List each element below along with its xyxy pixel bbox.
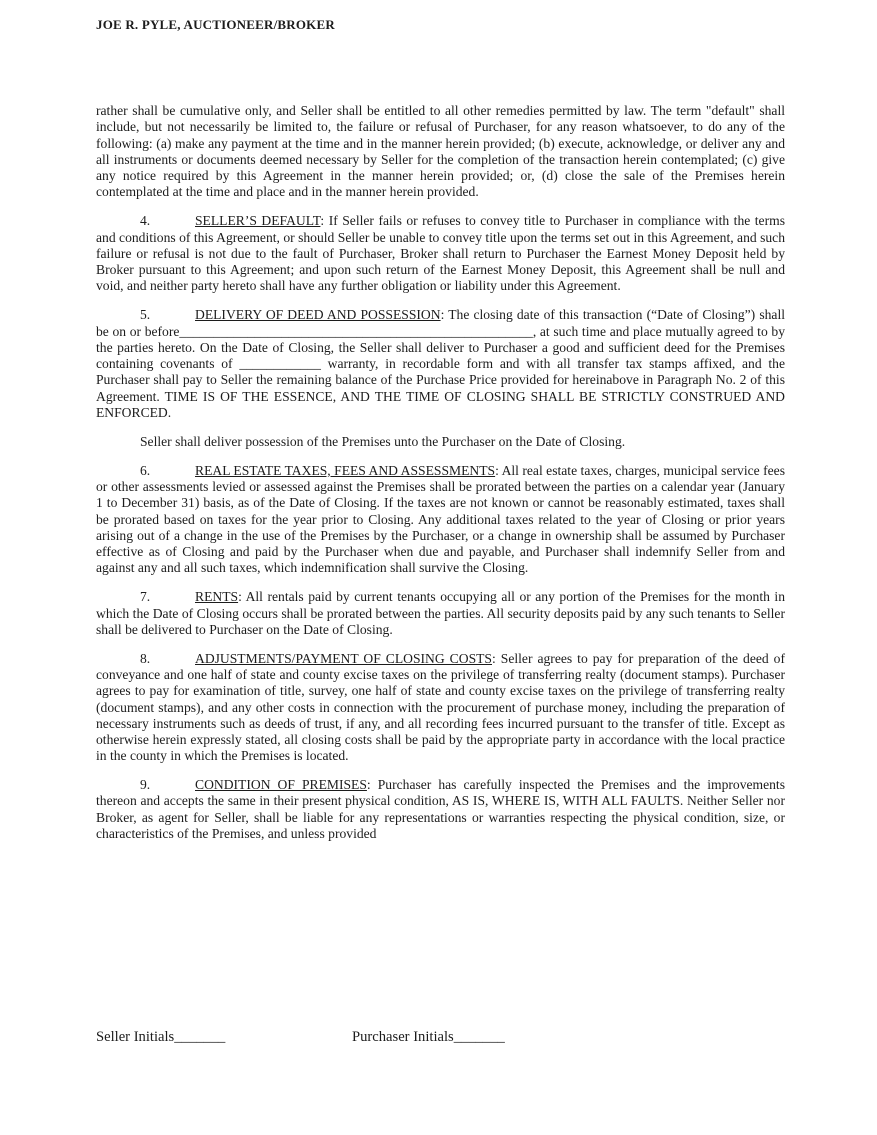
paragraph-number: 4. [140,213,151,229]
paragraph-heading: RENTS [195,589,239,605]
paragraph-body: : Purchaser has carefully inspected the Premises and the improvements thereon and accepts the same in their present physical condition, AS IS, WHERE IS, WITH ALL FAULTS. Neither Seller nor Broker, as agent for Seller, shall be liable for any representations or warranties respecting the physical condition, size, or characteristics of the Premises, and unless provided [96,777,786,842]
paragraph-9-condition-of-premises [96,777,785,842]
paragraph-number: 6. [140,462,151,478]
purchaser-initials [352,1029,505,1046]
seller-initials-blank: _______ [174,1029,226,1045]
paragraph-body: : The closing date of this transaction (“Date of Closing”) shall be on or before____________________________________________________, at such time and place mutually agreed to by the parties hereto. On the Date of Closing, the Seller shall deliver to Purchaser a good and sufficient deed for the Premises containing covenants of ____________ warranty, in recordable form and with all transfer tax stamps affixed, and the Purchaser shall pay to Seller the remaining balance of the Purchase Price provided for hereinabove in Paragraph No. 2 of this Agreement. TIME IS OF THE ESSENCE, AND THE TIME OF CLOSING SHALL BE STRICTLY CONSTRUED AND ENFORCED. [96,307,785,421]
paragraph-body: : If Seller fails or refuses to convey title to Purchaser in compliance with the terms and conditions of this Agreement, or should Seller be unable to convey title upon the terms set out in this Agreement, and such failure or refusal is not due to the fault of Purchaser, Broker shall return to Purchaser the Earnest Money Deposit held by Broker pursuant to this Agreement; and upon such return of the Earnest Money Deposit, this Agreement shall be null and void, and neither party hereto shall have any further obligation or liability under this Agreement. [96,213,785,294]
paragraph-7-rents [96,589,785,638]
paragraph-4-sellers-default [96,213,785,294]
paragraph-6-real-estate-taxes [96,463,785,577]
paragraph-number: 7. [140,589,151,605]
paragraph-default-remedies-continuation [96,103,785,201]
paragraph-body: Seller shall deliver possession of the Premises unto the Purchaser on the Date of Closing. [140,433,626,449]
paragraph-body: rather shall be cumulative only, and Seller shall be entitled to all other remedies permitted by law. The term "default" shall include, but not necessarily be limited to, the failure or refusal of Purchaser, for any reason whatsoever, to do any of the following: (a) make any payment at the time and in the manner herein provided; (b) execute, acknowledge, or deliver any and all instruments or documents deemed necessary by Seller for the completion of the transaction herein contemplated; (c) give any notice required by this Agreement in the manner herein provided; or, (d) close the sale of the Premises herein contemplated at the time and place and in the manner herein provided. [96,103,785,200]
document-body [96,103,785,855]
paragraph-body: : All real estate taxes, charges, municipal service fees or other assessments levied or assessed against the Premises shall be prorated between the parties on a calendar year (January 1 to December 31) basis, as of the Date of Closing. If the taxes are not known or cannot be reasonably estimated, taxes shall be prorated based on taxes for the year prior to Closing. Any additional taxes related to the year of Closing or prior years arising out of a change in the use of the Premises by the Purchaser, or a change in ownership shall be assumed by Purchaser effective as of Closing and paid by the Purchaser when due and payable, and Purchaser shall indemnify Seller from and against any and all such taxes, which indemnification shall survive the Closing. [96,462,785,576]
paragraph-heading: ADJUSTMENTS/PAYMENT OF CLOSING COSTS [195,650,492,666]
paragraph-5-delivery-of-deed [96,307,785,421]
paragraph-body: : All rentals paid by current tenants occupying all or any portion of the Premises for the month in which the Date of Closing occurs shall be prorated between the parties. All security deposits paid by any such tenants to Seller shall be delivered to Purchaser on the Date of Closing. [96,589,785,637]
purchaser-initials-label: Purchaser Initials [352,1029,454,1045]
paragraph-8-closing-costs [96,651,785,765]
paragraph-heading: DELIVERY OF DEED AND POSSESSION [195,307,441,323]
paragraph-number: 5. [140,307,151,323]
paragraph-possession-statement [96,434,785,450]
paragraph-number: 9. [140,777,151,793]
seller-initials-label: Seller Initials [96,1029,175,1045]
paragraph-heading: SELLER’S DEFAULT [195,213,321,229]
seller-initials [96,1029,225,1046]
paragraph-heading: CONDITION OF PREMISES [195,777,367,793]
purchaser-initials-blank: _______ [453,1029,505,1045]
paragraph-number: 8. [140,650,151,666]
paragraph-heading: REAL ESTATE TAXES, FEES AND ASSESSMENTS [195,462,496,478]
paragraph-body: : Seller agrees to pay for preparation of the deed of conveyance and one half of state and county excise taxes on the privilege of transferring realty (document stamps). Purchaser agrees to pay for examination of title, survey, one half of state and county excise taxes on the privilege of transferring realty (document stamps), and any other costs in connection with the procurement of purchase money, including the preparation of necessary instruments such as deeds of trust, if any, and all recording fees incurred pursuant to the transfer of title. Except as otherwise herein expressly stated, all closing costs shall be paid by the appropriate party in accordance with the local practice in the county in which the Premises is located. [96,650,785,764]
broker-header: JOE R. PYLE, AUCTIONEER/BROKER [96,17,335,32]
